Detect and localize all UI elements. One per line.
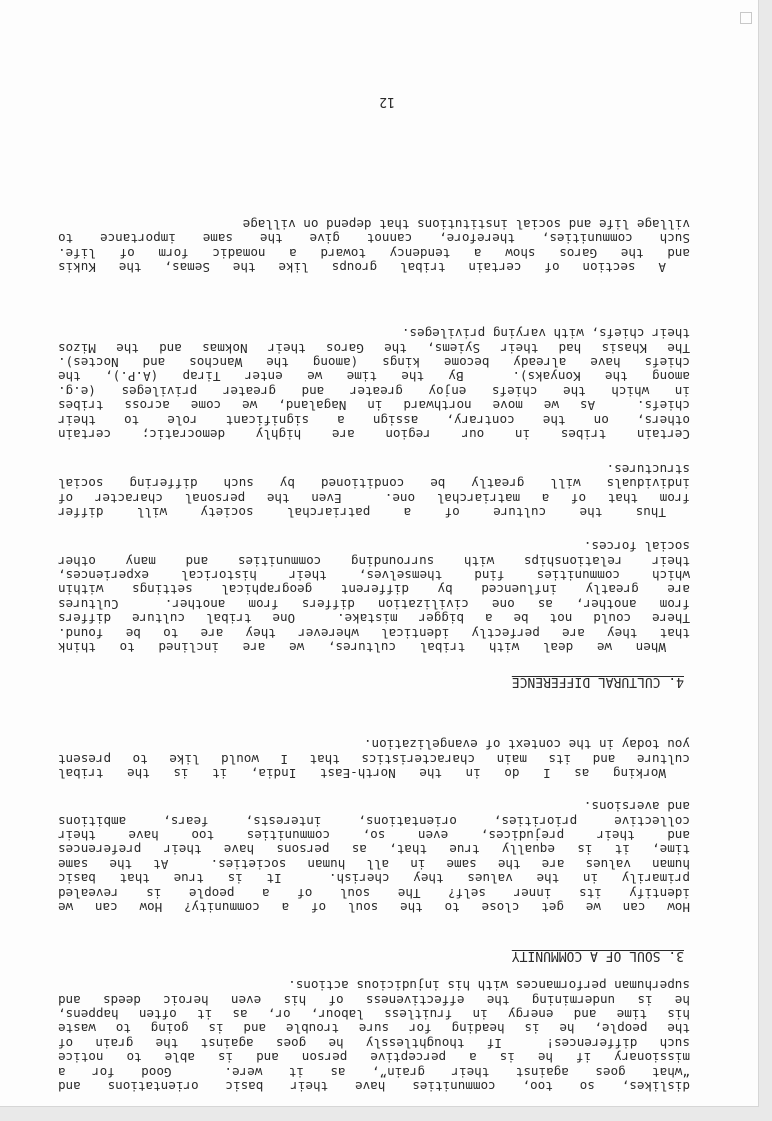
text-line: his time and energy in fruitless labour, or, as it often happens, bbox=[58, 1007, 690, 1023]
text-line: When we deal with tribal cultures, we are inclined to think bbox=[58, 640, 666, 655]
text-line: village life and social institutions that depend on village bbox=[242, 216, 690, 232]
text-line: A section of certain tribal groups like the Semas, the Kukis bbox=[58, 260, 666, 275]
text-line: The Khasis had their Syiems, the Garos their Nokmas and the Mizos bbox=[58, 340, 690, 356]
section-4-paragraph-1 bbox=[58, 539, 690, 654]
text-line: and their prejudices, even so, communities too have their bbox=[58, 828, 690, 844]
top-paragraph bbox=[58, 978, 690, 1093]
text-line: social forces. bbox=[583, 539, 690, 555]
text-line: chiefs. As we move northward in Nagaland, we come across tribes bbox=[58, 398, 690, 414]
text-line: Certain tribes in our region are highly democratic; certain bbox=[58, 427, 690, 442]
page-number: 12 bbox=[379, 94, 395, 109]
text-line: individuals will greatly be conditioned by such differing social bbox=[58, 476, 690, 492]
text-line: structures. bbox=[606, 461, 690, 477]
section-3-paragraph-1 bbox=[58, 799, 690, 914]
text-line: which communities find themselves, their historical experiences, bbox=[58, 568, 690, 584]
text-line: from that of a matriarchal one. Even the personal character of bbox=[58, 490, 690, 506]
text-line: you today in the context of evangelization. bbox=[363, 737, 690, 753]
text-line: Working as I do in the North-East India, it is the tribal bbox=[58, 766, 666, 781]
text-line: human values are the same in all human societies. At the same bbox=[58, 856, 690, 872]
text-line: culture and its main characteristics that I would like to present bbox=[58, 751, 690, 767]
text-line: and the Garos show a tendency toward a nomadic form of life. bbox=[58, 245, 690, 261]
text-line: primarily in the values they cherish. It is true that basic bbox=[58, 871, 690, 887]
text-line: chiefs have already become kings (among the Wanchos and Noctes). bbox=[58, 355, 690, 371]
text-line: superhuman performances with his injudicious actions. bbox=[288, 978, 690, 994]
section-4-paragraph-2 bbox=[58, 461, 690, 519]
text-line: Thus the culture of a patriarchal society will differ bbox=[58, 505, 666, 520]
text-line: “what goes against their grain”, as it were. Good for a bbox=[58, 1064, 690, 1080]
text-line: identify its inner self? The soul of a people is revealed bbox=[58, 885, 690, 901]
text-line: in which the chiefs enjoy greater and greater privileges (e.g. bbox=[58, 383, 690, 399]
text-line: collective priorities, orientations, interests, fears, ambitions bbox=[58, 813, 690, 829]
section-4-heading: 4. CULTURAL DIFFERENCE bbox=[511, 674, 684, 689]
text-line: others, on the contrary, assign a significant role to their bbox=[58, 412, 690, 428]
text-line: are greatly influenced by different geographical settings within bbox=[58, 582, 690, 598]
text-line: dislikes, so too, communities have their basic orientations and bbox=[58, 1079, 690, 1094]
text-line: such differences! If thoughtlessly he goes against the grain of bbox=[58, 1035, 690, 1051]
section-3-paragraph-2 bbox=[58, 737, 690, 780]
section-3-heading: 3. SOUL OF A COMMUNITY bbox=[511, 948, 684, 963]
text-line: missionary if he is a perceptive person and is able to notice bbox=[58, 1050, 690, 1066]
text-line: time, it is equally true that, as persons have their preferences bbox=[58, 842, 690, 858]
text-line: How can we get close to the soul of a community? How can we bbox=[58, 900, 690, 915]
text-line: There could not be a bigger mistake. One tribal culture differs bbox=[58, 611, 690, 627]
text-line: from another, as one civilization differs from another. Cultures bbox=[58, 596, 690, 612]
text-line: their chiefs, with varying privileges. bbox=[401, 326, 690, 342]
text-line: he is undermining the effectiveness of his even heroic deeds and bbox=[58, 992, 690, 1008]
text-line: the people, he is heading for sure trouble and is going to waste bbox=[58, 1021, 690, 1037]
text-line: their relationships with surrounding communities and many other bbox=[58, 553, 690, 569]
text-line: Such communities, therefore, cannot give the same importance to bbox=[58, 231, 690, 247]
text-line: among the Konyaks). By the time we enter Tirap (A.P.), the bbox=[58, 369, 690, 385]
text-line: and aversions. bbox=[583, 799, 690, 815]
section-4-paragraph-3 bbox=[58, 326, 690, 441]
section-4-paragraph-4 bbox=[58, 216, 690, 274]
text-line: that they are perfectly identical wherever they are to be found. bbox=[58, 625, 690, 641]
